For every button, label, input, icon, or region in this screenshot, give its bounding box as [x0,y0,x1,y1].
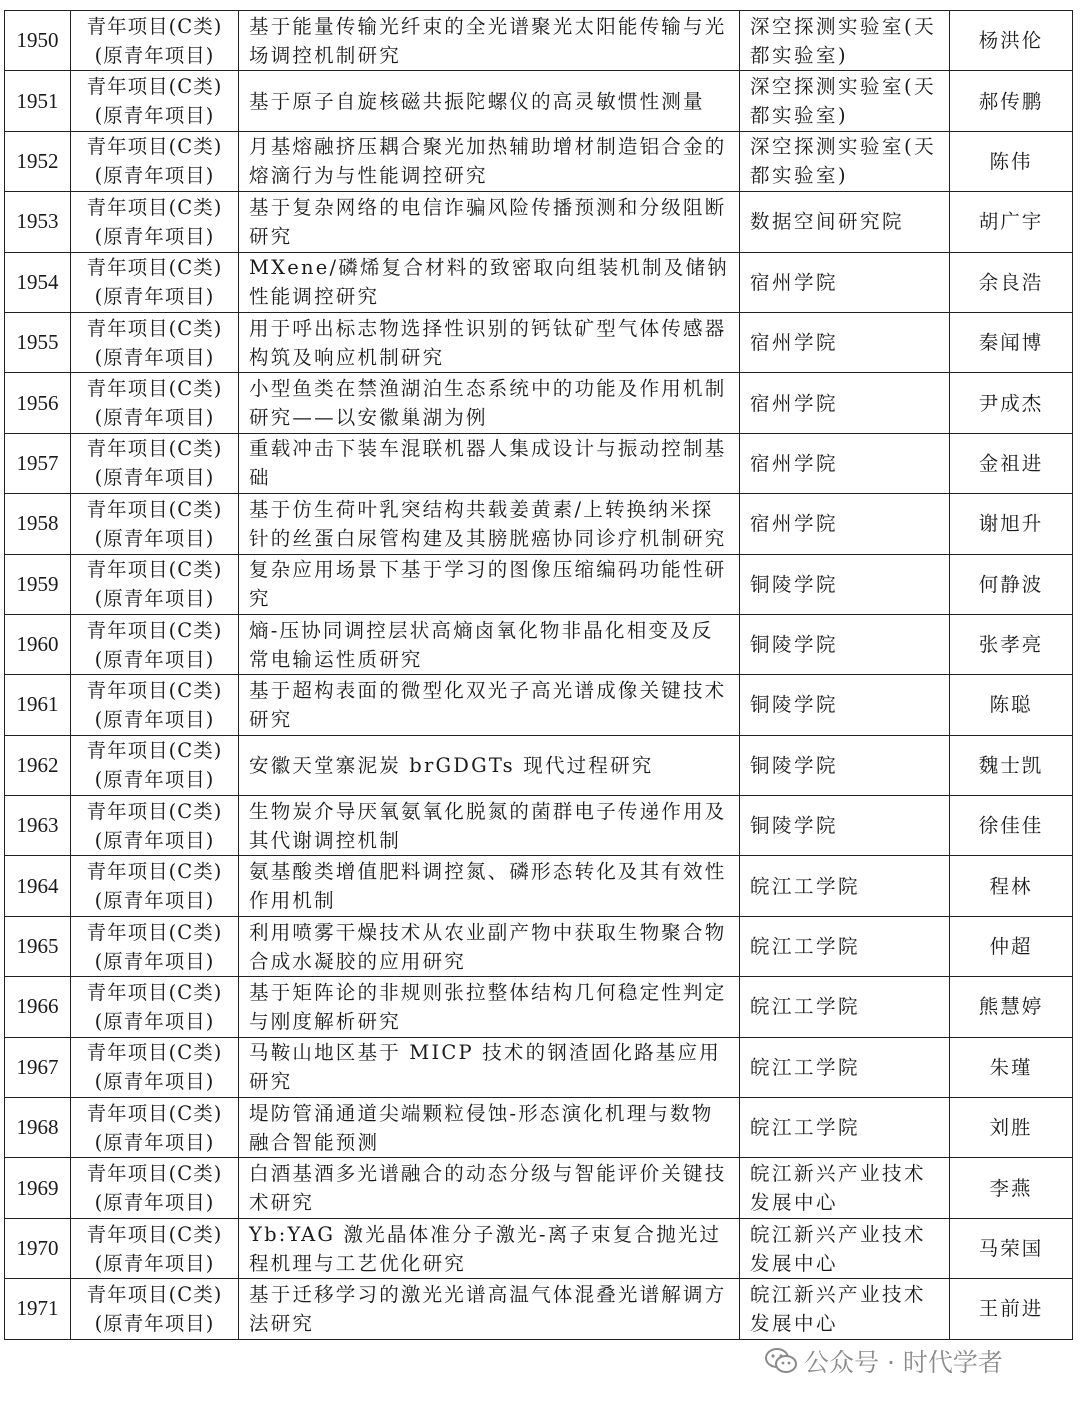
researcher-name: 朱瑾 [950,1037,1073,1097]
table-row [5,916,1073,976]
category-line-2: (原青年项目) [94,164,215,188]
table-row [5,71,1073,131]
institution: 宿州学院 [740,494,950,554]
project-title: 熵-压协同调控层状高熵卤氧化物非晶化相变及反常电输运性质研究 [239,614,740,674]
project-title: 生物炭介导厌氧氨氧化脱氮的菌群电子传递作用及其代谢调控机制 [239,796,740,856]
project-category [71,1218,239,1278]
researcher-name: 金祖进 [950,433,1073,493]
project-title: 重载冲击下装车混联机器人集成设计与振动控制基础 [239,433,740,493]
institution: 宿州学院 [740,312,950,372]
row-number: 1962 [5,735,71,795]
category-line-2: (原青年项目) [94,1070,215,1094]
row-number: 1966 [5,977,71,1037]
category-line-2: (原青年项目) [94,587,215,611]
project-category [71,312,239,372]
project-title: MXene/磷烯复合材料的致密取向组装机制及储钠性能调控研究 [239,252,740,312]
institution: 皖江工学院 [740,1037,950,1097]
researcher-name: 仲超 [950,916,1073,976]
table-row [5,192,1073,252]
project-title: 基于复杂网络的电信诈骗风险传播预测和分级阻断研究 [239,192,740,252]
project-table [4,10,1073,1340]
table-row [5,554,1073,614]
category-line-1: 青年项目(C类) [86,678,223,702]
category-line-1: 青年项目(C类) [86,1222,223,1246]
project-category [71,554,239,614]
table-row [5,252,1073,312]
category-line-2: (原青年项目) [94,1009,215,1033]
project-title: 小型鱼类在禁渔湖泊生态系统中的功能及作用机制研究——以安徽巢湖为例 [239,373,740,433]
category-line-1: 青年项目(C类) [86,256,223,280]
institution: 铜陵学院 [740,796,950,856]
row-number: 1953 [5,192,71,252]
researcher-name: 徐佳佳 [950,796,1073,856]
project-title: 基于能量传输光纤束的全光谱聚光太阳能传输与光场调控机制研究 [239,11,740,71]
institution: 深空探测实验室(天都实验室) [740,131,950,191]
table-row [5,675,1073,735]
researcher-name: 刘胜 [950,1098,1073,1158]
researcher-name: 陈聪 [950,675,1073,735]
project-title: 安徽天堂寨泥炭 brGDGTs 现代过程研究 [239,735,740,795]
row-number: 1952 [5,131,71,191]
researcher-name: 尹成杰 [950,373,1073,433]
project-title: 基于仿生荷叶乳突结构共载姜黄素/上转换纳米探针的丝蛋白尿管构建及其膀胱癌协同诊疗机制研究 [239,494,740,554]
row-number: 1971 [5,1279,71,1339]
institution: 皖江新兴产业技术发展中心 [740,1218,950,1278]
category-line-2: (原青年项目) [94,1251,215,1275]
researcher-name: 魏士凯 [950,735,1073,795]
table-row [5,1279,1073,1339]
category-line-2: (原青年项目) [94,1130,215,1154]
row-number: 1963 [5,796,71,856]
category-line-1: 青年项目(C类) [86,75,223,99]
category-line-2: (原青年项目) [94,768,215,792]
project-title: Yb:YAG 激光晶体准分子激光-离子束复合抛光过程机理与工艺优化研究 [239,1218,740,1278]
researcher-name: 陈伟 [950,131,1073,191]
wechat-icon [764,1346,798,1376]
institution: 皖江新兴产业技术发展中心 [740,1158,950,1218]
project-category [71,252,239,312]
category-line-1: 青年项目(C类) [86,195,223,219]
researcher-name: 何静波 [950,554,1073,614]
institution: 数据空间研究院 [740,192,950,252]
category-line-1: 青年项目(C类) [86,980,223,1004]
project-category [71,977,239,1037]
category-line-1: 青年项目(C类) [86,377,223,401]
researcher-name: 张孝亮 [950,614,1073,674]
project-category [71,1279,239,1339]
table-row [5,1158,1073,1218]
category-line-2: (原青年项目) [94,828,215,852]
row-number: 1955 [5,312,71,372]
institution: 铜陵学院 [740,675,950,735]
category-line-1: 青年项目(C类) [86,135,223,159]
project-title: 复杂应用场景下基于学习的图像压缩编码功能性研究 [239,554,740,614]
project-category [71,916,239,976]
row-number: 1967 [5,1037,71,1097]
project-category [71,675,239,735]
project-category [71,433,239,493]
row-number: 1965 [5,916,71,976]
project-category [71,494,239,554]
project-category [71,856,239,916]
researcher-name: 胡广宇 [950,192,1073,252]
category-line-1: 青年项目(C类) [86,739,223,763]
category-line-2: (原青年项目) [94,889,215,913]
category-line-2: (原青年项目) [94,1191,215,1215]
category-line-1: 青年项目(C类) [86,558,223,582]
category-line-2: (原青年项目) [94,949,215,973]
project-title: 马鞍山地区基于 MICP 技术的钢渣固化路基应用研究 [239,1037,740,1097]
table-row [5,796,1073,856]
researcher-name: 马荣国 [950,1218,1073,1278]
researcher-name: 郝传鹏 [950,71,1073,131]
table-row [5,433,1073,493]
row-number: 1957 [5,433,71,493]
project-title: 基于矩阵论的非规则张拉整体结构几何稳定性判定与刚度解析研究 [239,977,740,1037]
institution: 皖江工学院 [740,856,950,916]
institution: 铜陵学院 [740,735,950,795]
category-line-1: 青年项目(C类) [86,1041,223,1065]
project-table-body [5,11,1073,1340]
category-line-1: 青年项目(C类) [86,799,223,823]
row-number: 1958 [5,494,71,554]
researcher-name: 余良浩 [950,252,1073,312]
project-title: 月基熔融挤压耦合聚光加热辅助增材制造铝合金的熔滴行为与性能调控研究 [239,131,740,191]
institution: 铜陵学院 [740,614,950,674]
project-category [71,1098,239,1158]
researcher-name: 熊慧婷 [950,977,1073,1037]
category-line-1: 青年项目(C类) [86,618,223,642]
project-title: 利用喷雾干燥技术从农业副产物中获取生物聚合物合成水凝胶的应用研究 [239,916,740,976]
row-number: 1969 [5,1158,71,1218]
table-row [5,735,1073,795]
table-row [5,856,1073,916]
table-row [5,312,1073,372]
row-number: 1951 [5,71,71,131]
category-line-2: (原青年项目) [94,285,215,309]
row-number: 1970 [5,1218,71,1278]
category-line-1: 青年项目(C类) [86,920,223,944]
institution: 宿州学院 [740,373,950,433]
institution: 皖江工学院 [740,977,950,1037]
table-row [5,373,1073,433]
institution: 深空探测实验室(天都实验室) [740,11,950,71]
row-number: 1950 [5,11,71,71]
category-line-2: (原青年项目) [94,345,215,369]
table-row [5,494,1073,554]
institution: 皖江工学院 [740,1098,950,1158]
category-line-2: (原青年项目) [94,43,215,67]
researcher-name: 谢旭升 [950,494,1073,554]
project-title: 基于原子自旋核磁共振陀螺仪的高灵敏惯性测量 [239,71,740,131]
table-row [5,977,1073,1037]
project-category [71,1158,239,1218]
category-line-1: 青年项目(C类) [86,1162,223,1186]
project-category [71,131,239,191]
category-line-2: (原青年项目) [94,707,215,731]
category-line-2: (原青年项目) [94,406,215,430]
row-number: 1968 [5,1098,71,1158]
category-line-2: (原青年项目) [94,224,215,248]
researcher-name: 程林 [950,856,1073,916]
institution: 宿州学院 [740,252,950,312]
category-line-2: (原青年项目) [94,104,215,128]
category-line-1: 青年项目(C类) [86,1282,223,1306]
row-number: 1954 [5,252,71,312]
researcher-name: 李燕 [950,1158,1073,1218]
table-row [5,1037,1073,1097]
category-line-1: 青年项目(C类) [86,497,223,521]
category-line-1: 青年项目(C类) [86,437,223,461]
table-row [5,1098,1073,1158]
table-row [5,11,1073,71]
project-category [71,373,239,433]
researcher-name: 王前进 [950,1279,1073,1339]
watermark [764,1343,1003,1379]
row-number: 1959 [5,554,71,614]
project-category [71,1037,239,1097]
row-number: 1964 [5,856,71,916]
project-category [71,71,239,131]
institution: 皖江工学院 [740,916,950,976]
project-category [71,192,239,252]
project-title: 基于超构表面的微型化双光子高光谱成像关键技术研究 [239,675,740,735]
institution: 深空探测实验室(天都实验室) [740,71,950,131]
watermark-text: 公众号 · 时代学者 [804,1348,1003,1377]
institution: 皖江新兴产业技术发展中心 [740,1279,950,1339]
project-title: 基于迁移学习的激光光谱高温气体混叠光谱解调方法研究 [239,1279,740,1339]
table-row [5,131,1073,191]
category-line-2: (原青年项目) [94,466,215,490]
institution: 铜陵学院 [740,554,950,614]
category-line-1: 青年项目(C类) [86,14,223,38]
category-line-1: 青年项目(C类) [86,1101,223,1125]
project-title: 堤防管涌通道尖端颗粒侵蚀-形态演化机理与数物融合智能预测 [239,1098,740,1158]
row-number: 1956 [5,373,71,433]
project-title: 用于呼出标志物选择性识别的钙钛矿型气体传感器构筑及响应机制研究 [239,312,740,372]
category-line-2: (原青年项目) [94,1311,215,1335]
category-line-1: 青年项目(C类) [86,316,223,340]
project-title: 氨基酸类增值肥料调控氮、磷形态转化及其有效性作用机制 [239,856,740,916]
project-category [71,796,239,856]
project-category [71,11,239,71]
category-line-1: 青年项目(C类) [86,860,223,884]
institution: 宿州学院 [740,433,950,493]
researcher-name: 秦闻博 [950,312,1073,372]
row-number: 1960 [5,614,71,674]
project-title: 白酒基酒多光谱融合的动态分级与智能评价关键技术研究 [239,1158,740,1218]
table-row [5,614,1073,674]
category-line-2: (原青年项目) [94,647,215,671]
project-category [71,614,239,674]
project-category [71,735,239,795]
category-line-2: (原青年项目) [94,526,215,550]
table-row [5,1218,1073,1278]
researcher-name: 杨洪伦 [950,11,1073,71]
row-number: 1961 [5,675,71,735]
